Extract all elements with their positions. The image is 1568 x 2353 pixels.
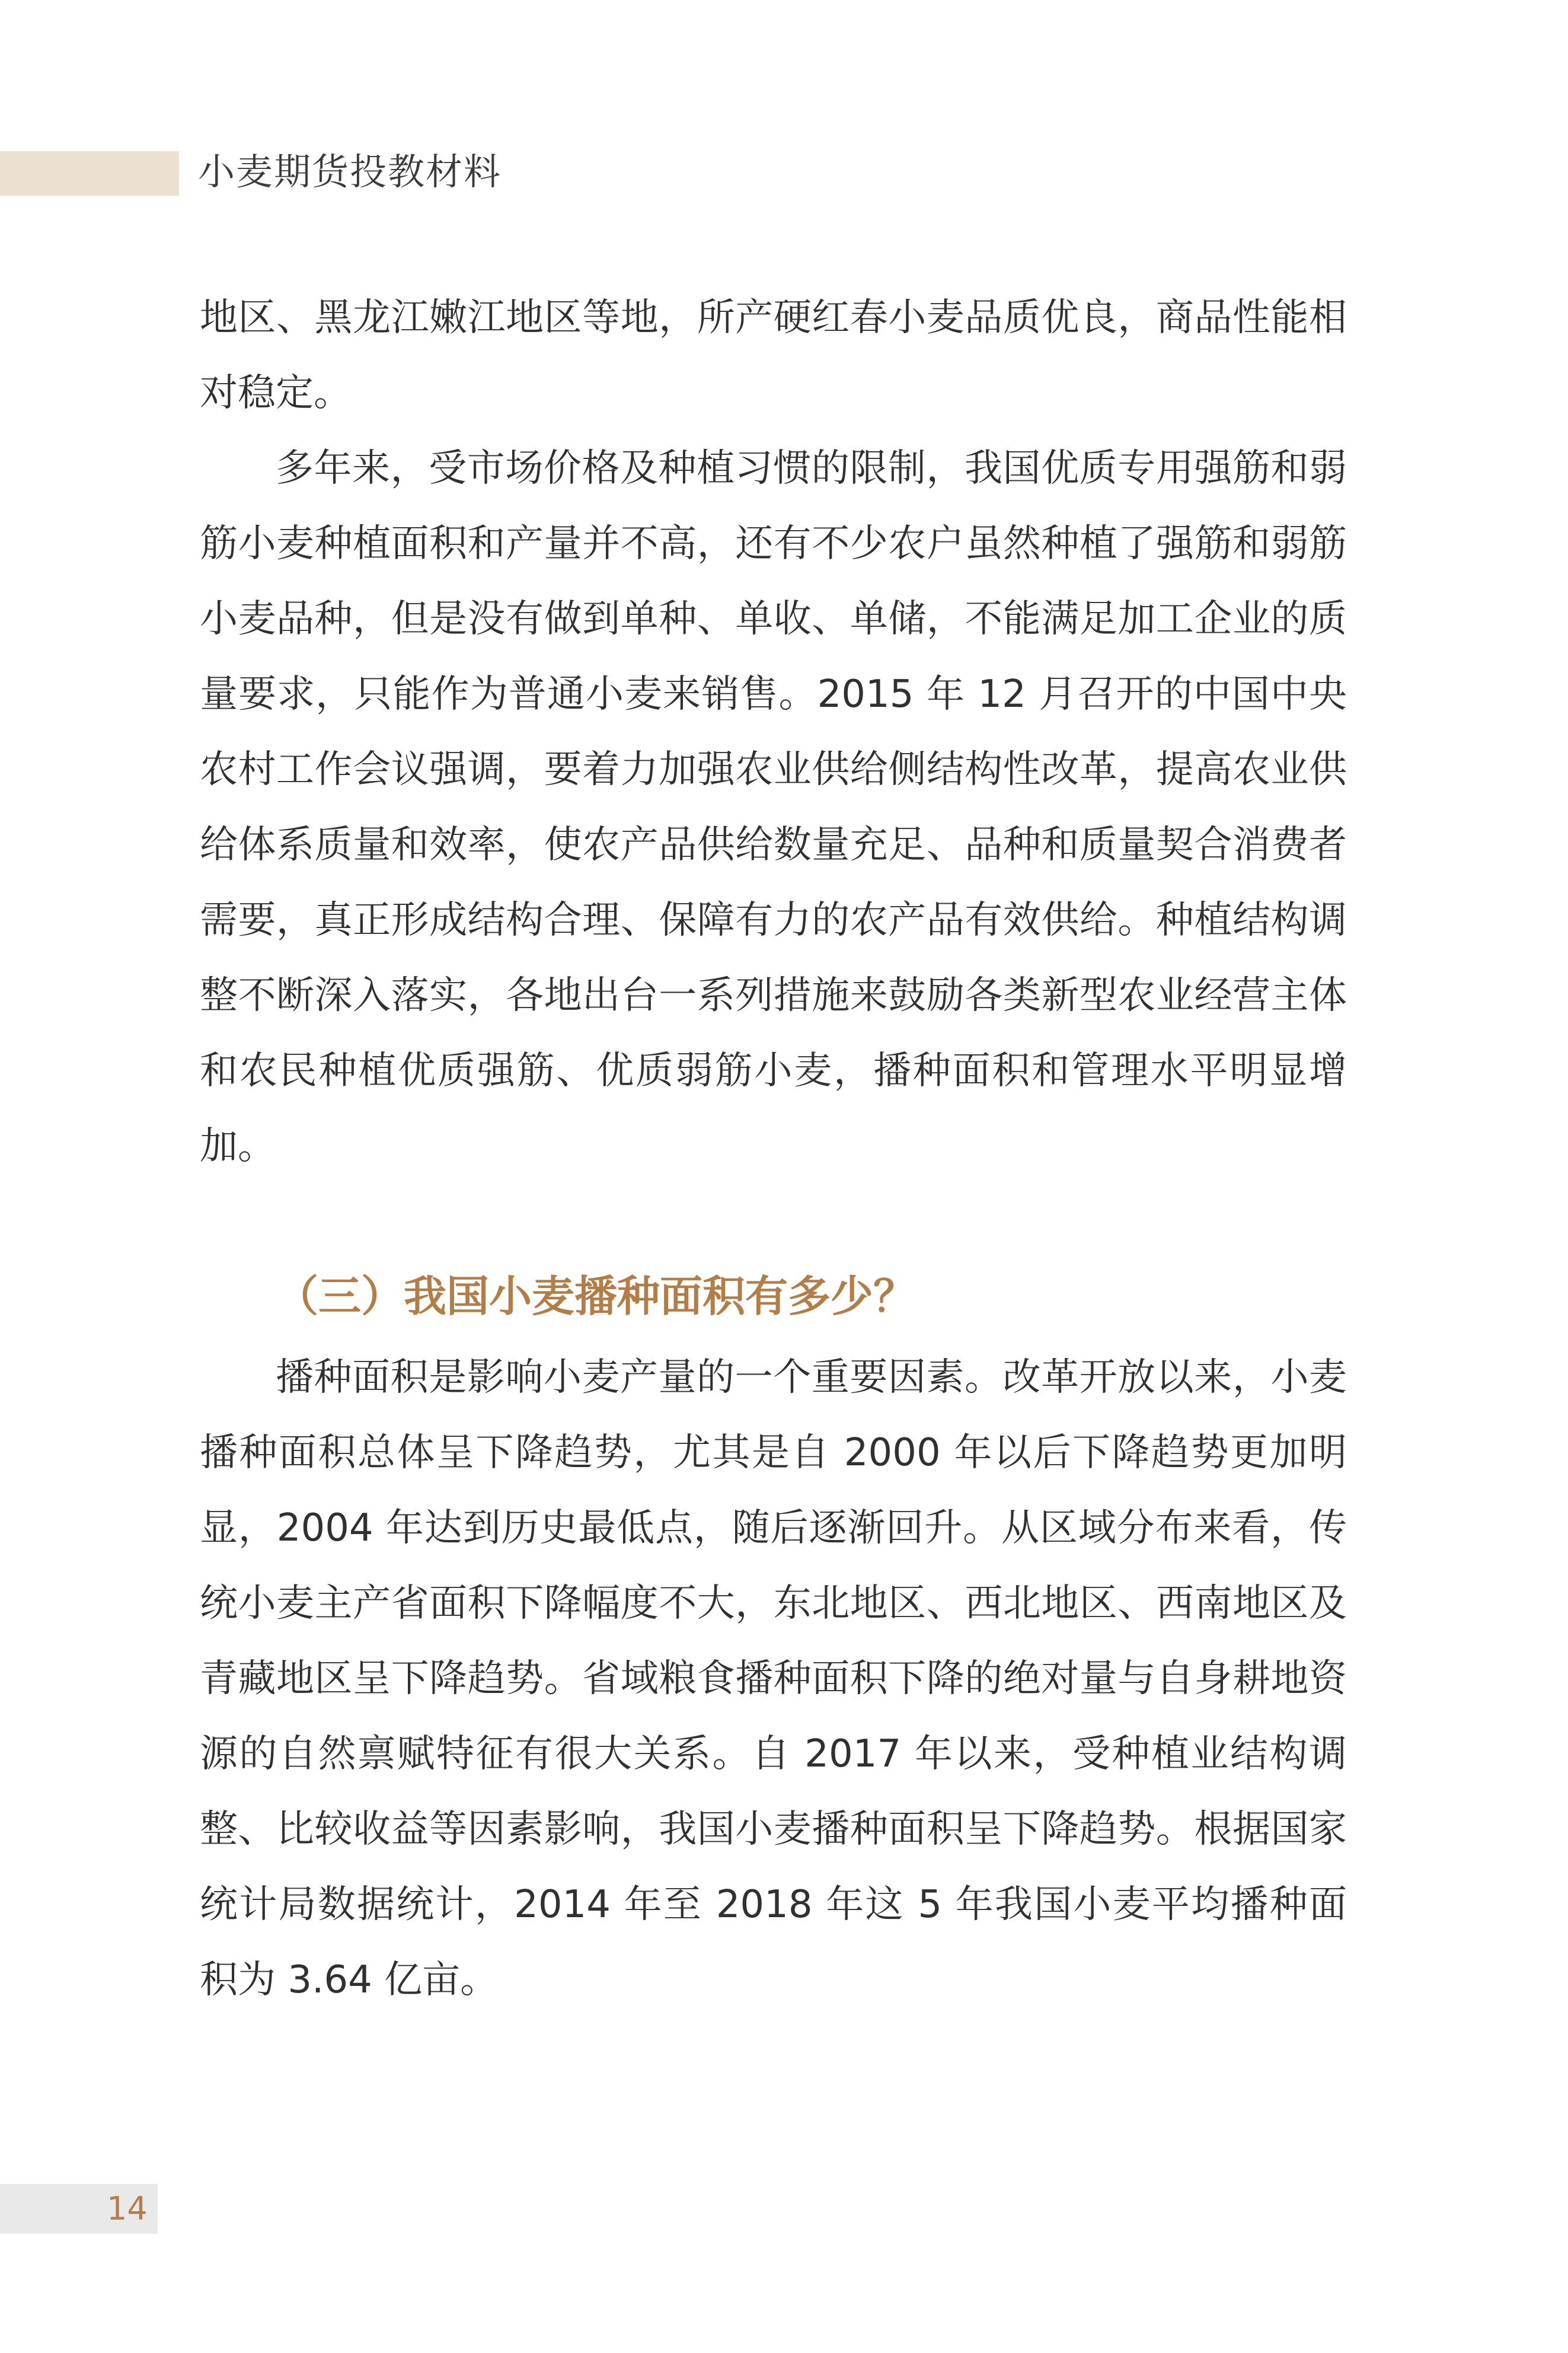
page-number: 14: [107, 2190, 148, 2227]
section-heading: （三）我国小麦播种面积有多少？: [276, 1271, 916, 1321]
body-paragraph-3: 播种面积是影响小麦产量的一个重要因素。改革开放以来，小麦播种面积总体呈下降趋势，尤其是自 2000 年以后下降趋势更加明显，2004 年达到历史最低点，随后逐渐回升。从区域分布来看，传统小麦主产省面积下降幅度不大，东北地区、西北地区、西南地区及青藏地区呈下降趋势。省域粮食播种面积下降的绝对量与自身耕地资源的自然禀赋特征有很大关系。自 2017 年以来，受种植业结构调整、比较收益等因素影响，我国小麦播种面积呈下降趋势。根据国家统计局数据统计，2014 年至 2018 年这 5 年我国小麦平均播种面积为 3.64 亿亩。: [200, 1356, 1347, 2002]
body-paragraph-1: 地区、黑龙江嫩江地区等地，所产硬红春小麦品质优良，商品性能相对稳定。: [200, 296, 1347, 415]
running-header-title: 小麦期货投教材料: [198, 150, 502, 193]
header-accent-bar: [0, 151, 179, 196]
main-content: [200, 280, 1347, 2018]
body-paragraph-2: 多年来，受市场价格及种植习惯的限制，我国优质专用强筋和弱筋小麦种植面积和产量并不高，还有不少农户虽然种植了强筋和弱筋小麦品种，但是没有做到单种、单收、单储，不能满足加工企业的质量要求，只能作为普通小麦来销售。2015 年 12 月召开的中国中央农村工作会议强调，要着力加强农业供给侧结构性改革，提高农业供给体系质量和效率，使农产品供给数量充足、品种和质量契合消费者需要，真正形成结构合理、保障有力的农产品有效供给。种植结构调整不断深入落实，各地出台一系列措施来鼓励各类新型农业经营主体和农民种植优质强筋、优质弱筋小麦，播种面积和管理水平明显增加。: [200, 447, 1347, 1168]
